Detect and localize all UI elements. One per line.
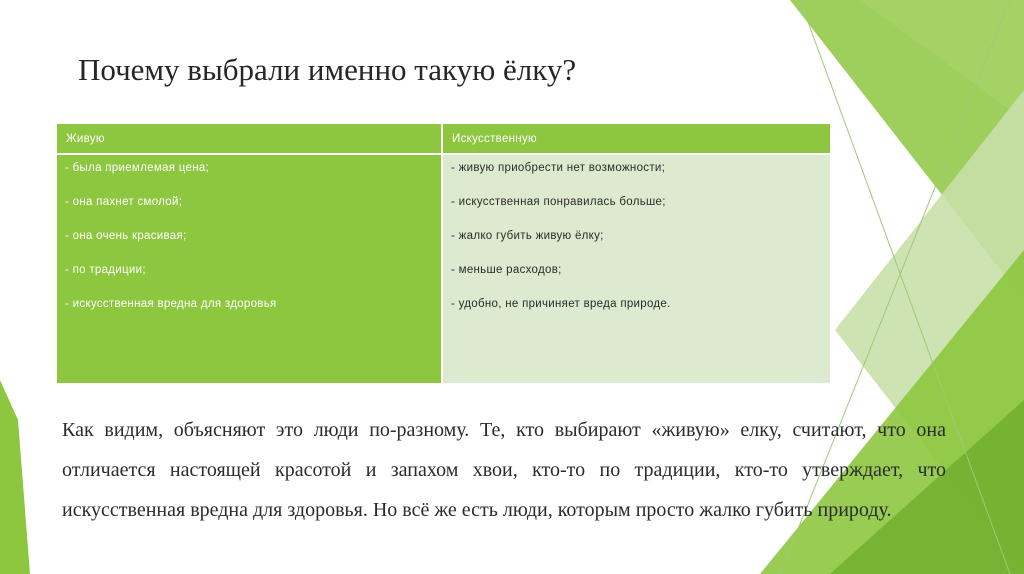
table-body-row bbox=[57, 154, 830, 383]
list-item: - она очень красивая; bbox=[65, 230, 187, 242]
list-item: - удобно, не причиняет вреда природе. bbox=[451, 298, 671, 310]
conclusion-paragraph: Как видим, объясняют это люди по-разному. Те, кто выбирают «живую» елку, считают, что она отличается настоящей красотой и запахом хвои, кто-то по традиции, кто-то утверждает, что искусственная вредна для здоровья. Но всё же есть люди, которым просто жалко губить природу. bbox=[62, 419, 946, 521]
list-item: - искусственная понравилась больше; bbox=[451, 196, 666, 208]
header-artificial: Искусственную bbox=[442, 124, 830, 154]
deco-triangle-left bbox=[0, 380, 30, 574]
comparison-table bbox=[57, 124, 830, 383]
list-item: - живую приобрести нет возможности; bbox=[451, 162, 666, 174]
list-item: - была приемлемая цена; bbox=[65, 162, 210, 174]
list-item: - искусственная вредна для здоровья bbox=[65, 298, 277, 310]
list-item: - по традиции; bbox=[65, 264, 146, 276]
header-live: Живую bbox=[57, 124, 442, 154]
list-item: - меньше расходов; bbox=[451, 264, 562, 276]
table-header-row bbox=[57, 124, 830, 154]
live-reasons-cell bbox=[57, 154, 442, 383]
list-item: - жалко губить живую ёлку; bbox=[451, 230, 604, 242]
list-item: - она пахнет смолой; bbox=[65, 196, 183, 208]
artificial-reasons-cell bbox=[442, 154, 830, 383]
slide-title: Почему выбрали именно такую ёлку? bbox=[78, 52, 577, 87]
